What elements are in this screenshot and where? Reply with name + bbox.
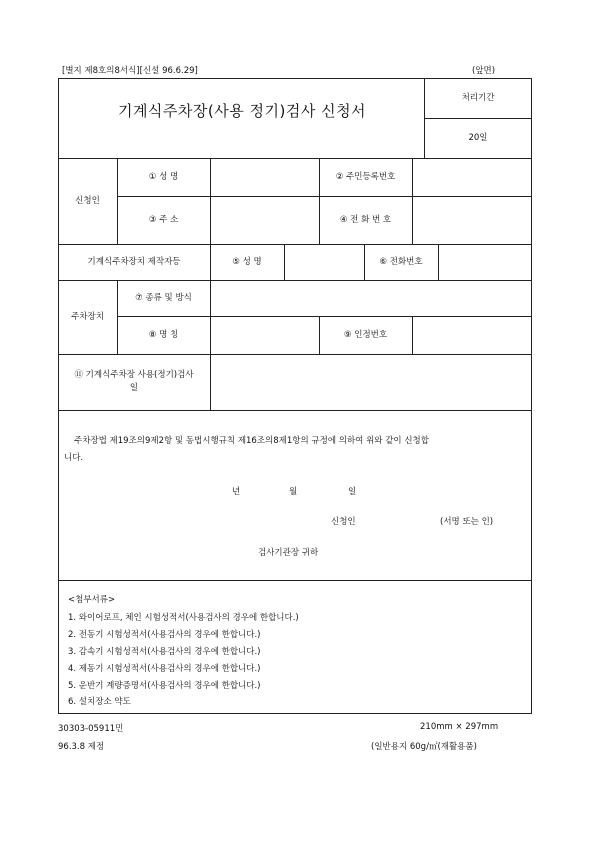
inspection-date-label (58, 354, 210, 410)
device-name-field[interactable] (211, 317, 318, 353)
form-title: 기계식주차장(사용 정기)검사 신청서 (117, 102, 367, 120)
attachment-item: 1. 와이어로프, 체인 시험성적서(사용검사의 경우에 한합니다.) (68, 613, 299, 623)
processing-period-value: 20일 (468, 132, 488, 143)
inspection-date-label-line1: ⑪ 기계식주차장 사용(정기)검사 (74, 370, 194, 380)
device-section-label: 주차장치 (71, 311, 104, 322)
device-name-label: ⑧ 명 칭 (148, 329, 179, 340)
inspection-date-label-line2: 일 (129, 383, 139, 393)
applicant-phone-label: ④ 전 화 번 호 (339, 214, 392, 225)
page-side-label: (앞면) (472, 66, 496, 76)
signature-applicant-label: 신청인 (331, 517, 356, 527)
processing-period-label: 처리기간 (461, 92, 495, 103)
manufacturer-phone-field[interactable] (439, 245, 531, 279)
form-reference: [별지 제8호의8서식][신설 96.6.29] (62, 66, 198, 76)
paper-size: 210mm × 297mm (420, 722, 499, 732)
signature-note: (서명 또는 인) (440, 517, 494, 527)
recipient-label: 검사기관장 귀하 (258, 548, 319, 558)
statement-line1: 주차장법 제19조의9제2항 및 동법시행규칙 제16조의8제1항의 규정에 의하여 위와 같이 신청합 (74, 436, 429, 446)
manufacturer-section-label: 기계식주차장치 제작자등 (87, 256, 181, 267)
applicant-rrn-field[interactable] (413, 159, 531, 195)
date-month-label: 월 (289, 487, 298, 497)
device-type-label: ⑦ 종류 및 방식 (135, 292, 192, 303)
signature-field[interactable] (365, 508, 435, 528)
statement-line2: 니다. (64, 453, 84, 463)
inspection-date-field[interactable] (211, 355, 531, 409)
form-code: 30303-05911민 (58, 724, 124, 734)
applicant-section-label: 신청인 (75, 195, 100, 206)
applicant-rrn-label: ② 주민등록번호 (335, 171, 396, 182)
device-type-field[interactable] (211, 281, 531, 315)
paper-spec: (일반용지 60g/㎡(재활용품) (371, 742, 477, 752)
attachment-item: 6. 설치장소 약도 (68, 697, 131, 707)
attachment-item: 5. 운반기 계량증명서(사용검사의 경우에 한합니다.) (68, 681, 261, 691)
applicant-phone-field[interactable] (413, 197, 531, 243)
applicant-name-field[interactable] (211, 159, 318, 195)
manufacturer-name-field[interactable] (285, 245, 363, 279)
device-cert-label: ⑨ 인정번호 (343, 329, 388, 340)
date-day-label: 일 (348, 487, 357, 497)
date-year-label: 년 (232, 487, 241, 497)
device-cert-field[interactable] (413, 317, 531, 353)
attachment-item: 3. 감속기 시험성적서(사용검사의 경우에 한합니다.) (68, 647, 261, 657)
applicant-address-field[interactable] (211, 197, 318, 243)
applicant-name-label: ① 성 명 (148, 171, 179, 182)
attachment-item: 4. 제동기 시험성적서(사용검사의 경우에 한합니다.) (68, 664, 261, 674)
enacted-date: 96.3.8 제정 (58, 742, 105, 752)
attachments-heading: <첨부서류> (68, 595, 116, 605)
manufacturer-name-label: ⑤ 성 명 (232, 256, 262, 267)
attachment-item: 2. 전동기 시험성적서(사용검사의 경우에 한합니다.) (68, 630, 261, 640)
manufacturer-phone-label: ⑥ 전화번호 (379, 256, 423, 267)
applicant-address-label: ③ 주 소 (148, 214, 179, 225)
